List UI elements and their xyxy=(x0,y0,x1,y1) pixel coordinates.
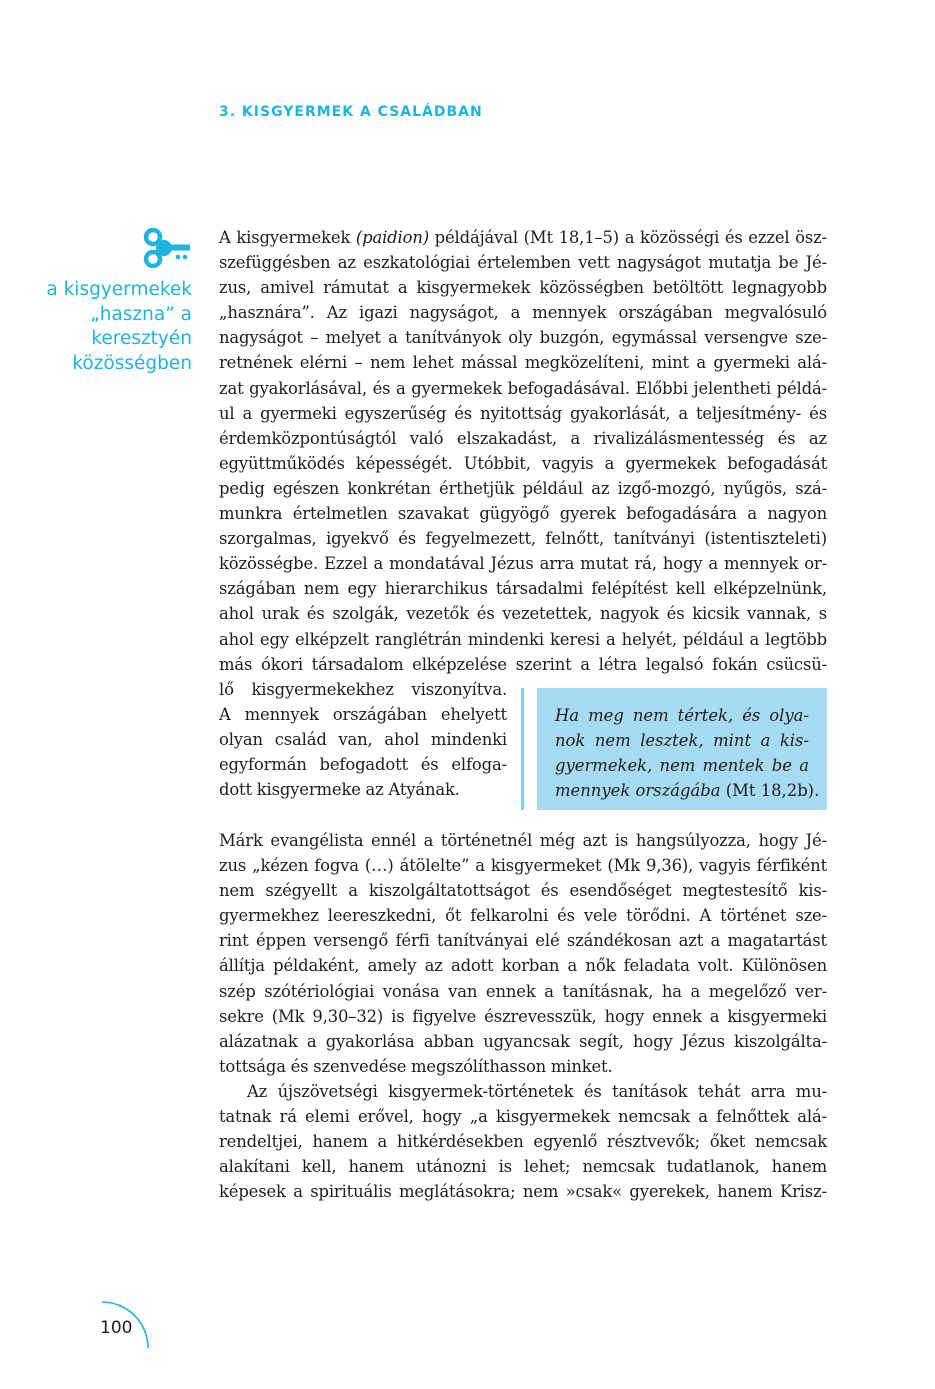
text-line: retnének elérni – nem lehet mással megközelíteni, mint a gyermeki alá- xyxy=(219,353,827,373)
text-line: Márk evangélista ennél a történetnél még azt is hangsúlyozza, hogy Jé- xyxy=(219,831,827,850)
text-line: más ókori társadalom elképzelése szerint a létra legalsó fokán csücsü- xyxy=(219,654,827,674)
text-line: pedig egészen konkrétan érthetjük például az izgő-mozgó, nyűgös, szá- xyxy=(219,478,827,498)
page-number: 100 xyxy=(100,1318,133,1338)
text-line: szágában nem egy hierarchikus társadalmi felépítést kell elképzelnünk, xyxy=(219,579,827,599)
text-line: dott kisgyermeke az Atyának. xyxy=(219,780,460,800)
margin-note-line: közösségben xyxy=(72,352,192,374)
text-line: zus „kézen fogva (…) átölelte” a kisgyermeket (Mk 9,36), vagyis férfiként xyxy=(219,856,827,876)
text-line: alázatnak a gyakorlása abban ugyancsak segít, hogy Jézus kiszolgálta- xyxy=(219,1031,827,1051)
text-line: tottsága és szenvedése megszólíthasson minket. xyxy=(219,1056,613,1076)
text-line: gyermekhez leereszkedni, őt felkarolni és vele törődni. A történet sze- xyxy=(219,906,827,926)
text-line: szefüggésben az eszkatológiai értelemben vett nagyságot mutatja be Jé- xyxy=(219,253,827,273)
text-line: lő kisgyermekekhez viszonyítva. xyxy=(219,680,507,699)
text-line: egyformán befogadott és elfoga- xyxy=(219,755,507,775)
text-line: képesek a spirituális meglátásokra; nem »csak« gyerekek, hanem Krisz- xyxy=(219,1182,827,1202)
margin-note-line: a kisgyermekek xyxy=(46,279,192,300)
margin-note-line: keresztyén xyxy=(91,328,192,349)
text-line: Az újszövetségi kisgyermek-történetek és tanítások tehát arra mu- xyxy=(247,1082,827,1101)
text-line: A mennyek országában ehelyett xyxy=(219,705,507,725)
text-line: Ha meg nem tértek, és olya- xyxy=(555,706,809,725)
paragraph-1 xyxy=(219,225,827,677)
text-line: mennyek országába (Mt 18,2b). xyxy=(555,781,820,801)
margin-note xyxy=(20,278,192,376)
text-line: sekre (Mk 9,30–32) is figyelve észrevesszük, hogy ennek a kisgyermeki xyxy=(219,1006,827,1026)
text-line: együttműködés képességét. Utóbbit, vagyis a gyermekek befogadását xyxy=(219,453,827,473)
margin-note-line: „haszna” a xyxy=(90,303,192,325)
text-line: nagyságot – melyet a tanítványok oly buzgón, egymással versengve sze- xyxy=(219,328,827,348)
quote-rule xyxy=(521,688,524,810)
text-line: olyan család van, ahol mindenki xyxy=(219,730,507,750)
bible-quote-box xyxy=(537,688,827,810)
text-line: zat gyakorlásával, és a gyermekek befogadásával. Előbbi jelentheti példá- xyxy=(219,378,827,398)
text-line: állítja példaként, amely az adott korban a nők feladata volt. Különösen xyxy=(219,956,827,976)
text-line: nem szégyellt a kiszolgáltatottságot és esendőséget megtestesítő kis- xyxy=(219,881,827,901)
key-icon xyxy=(142,228,192,268)
text-line: A kisgyermekek (paidion) példájával (Mt 18,1–5) a közösségi és ezzel ösz- xyxy=(219,228,827,247)
text-line: alakítani kell, hanem utánozni is lehet; nemcsak tudatlanok, hanem xyxy=(219,1157,827,1177)
text-line: közösségbe. Ezzel a mondatával Jézus arra mutat rá, hogy a mennyek or- xyxy=(219,554,827,574)
text-line: ahol egy elképzelt ranglétrán mindenki keresi a helyét, például a legtöbb xyxy=(219,629,827,649)
text-line: nok nem lesztek, mint a kis- xyxy=(555,731,809,751)
text-line: „hasznára”. Az igazi nagyságot, a mennyek országában megvalósuló xyxy=(219,303,827,323)
paragraph-3 xyxy=(219,1079,827,1204)
text-line: szorgalmas, igyekvő és fegyelmezett, felnőtt, tanítványi (istentiszteleti) xyxy=(219,529,827,549)
text-line: munkra értelmetlen szavakat gügyögő gyerek befogadására a nagyon xyxy=(219,504,827,524)
text-line: rint éppen versengő férfi tanítványai elé szándékosan azt a magatartást xyxy=(219,931,827,951)
text-line: tatnak rá elemi erővel, hogy „a kisgyermekek nemcsak a felnőttek alá- xyxy=(219,1107,827,1127)
paragraph-1-continuation xyxy=(219,677,507,802)
text-line: érdemközpontúságtól való elszakadást, a rivalizálásmentesség és az xyxy=(219,428,827,448)
text-line: rendeltjei, hanem a hitkérdésekben egyenlő résztvevők; őket nemcsak xyxy=(219,1132,827,1152)
text-line: zus, amivel rámutat a kisgyermekek közösségben betöltött legnagyobb xyxy=(219,278,827,298)
text-line: gyermekek, nem mentek be a xyxy=(555,756,809,776)
text-line: ahol urak és szolgák, vezetők és vezetettek, nagyok és kicsik vannak, s xyxy=(219,604,827,624)
paragraph-2 xyxy=(219,828,827,1079)
text-line: ul a gyermeki egyszerűség és nyitottság gyakorlását, a teljesítmény- és xyxy=(219,403,827,423)
chapter-header: 3. KISGYERMEK A CSALÁDBAN xyxy=(219,104,483,120)
text-line: szép szótériológiai vonása van ennek a tanításnak, ha a megelőző ver- xyxy=(219,981,827,1001)
